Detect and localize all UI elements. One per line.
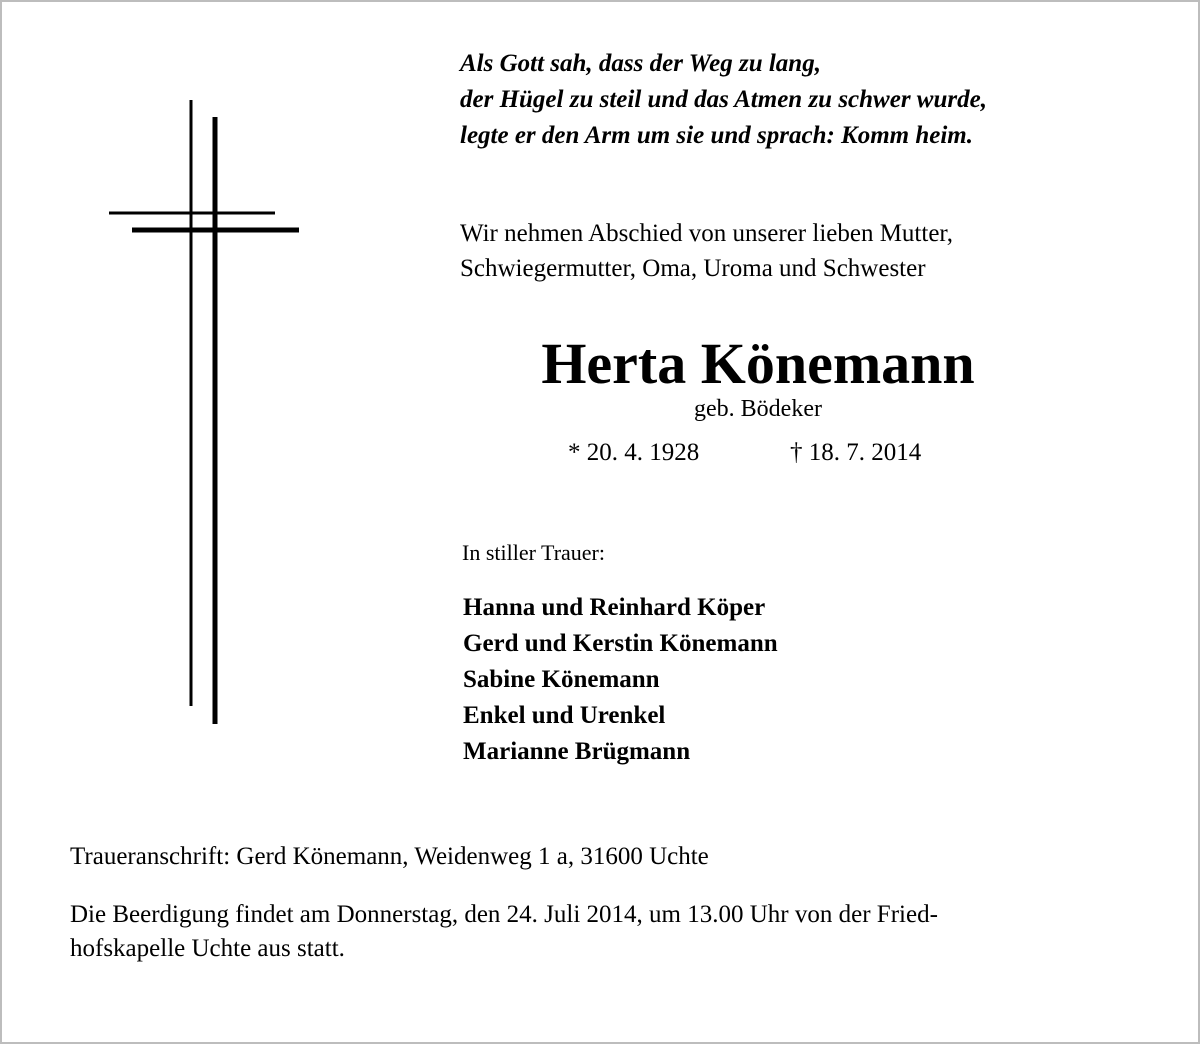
verse-line: legte er den Arm um sie und sprach: Komm heim. — [460, 122, 974, 149]
mourners-list — [463, 590, 778, 770]
mourner-entry: Hanna und Reinhard Köper — [463, 594, 766, 621]
verse-line: der Hügel zu steil und das Atmen zu schwer wurde, — [460, 86, 987, 113]
mourning-label: In stiller Trauer: — [462, 540, 605, 565]
maiden-name: geb. Bödeker — [694, 396, 822, 422]
birth-date: * 20. 4. 1928 — [568, 439, 700, 466]
intro-line: Wir nehmen Abschied von unserer lieben Mutter, — [460, 220, 953, 247]
mourner-entry: Sabine Könemann — [463, 666, 660, 693]
mourning-address: Traueranschrift: Gerd Könemann, Weidenweg 1 a, 31600 Uchte — [70, 843, 709, 870]
mourner-entry: Gerd und Kerstin Könemann — [463, 630, 778, 657]
farewell-intro — [460, 216, 953, 286]
verse — [460, 46, 987, 154]
double-cross-icon — [0, 0, 320, 740]
intro-line: Schwiegermutter, Oma, Uroma und Schwester — [460, 255, 926, 282]
funeral-line: hofskapelle Uchte aus statt. — [70, 935, 345, 962]
mourner-entry: Enkel und Urenkel — [463, 702, 666, 729]
funeral-info — [70, 898, 938, 966]
death-date: † 18. 7. 2014 — [790, 439, 922, 466]
deceased-name: Herta Könemann — [541, 331, 975, 396]
verse-line: Als Gott sah, dass der Weg zu lang, — [460, 50, 821, 77]
mourner-entry: Marianne Brügmann — [463, 738, 691, 765]
funeral-line: Die Beerdigung findet am Donnerstag, den 24. Juli 2014, um 13.00 Uhr von der Fried- — [70, 901, 938, 928]
